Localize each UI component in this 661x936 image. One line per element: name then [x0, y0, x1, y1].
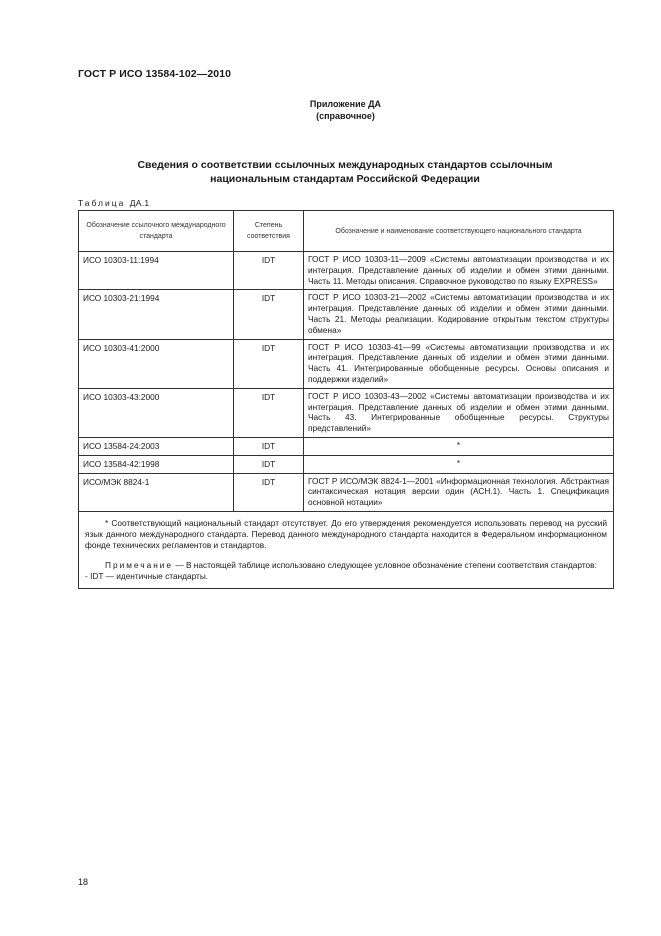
intl-standard-cell: ИСО 13584-42:1998 [79, 455, 234, 473]
table-row [79, 290, 614, 339]
table-row [79, 388, 614, 437]
column-header-intl: Обозначение ссылочного международного стандарта [79, 211, 234, 252]
table-row [79, 455, 614, 473]
document-title: Сведения о соответствии ссылочных международных стандартов ссылочным национальным стандартам Российской Федерации [137, 159, 553, 185]
intl-standard-cell: ИСО/МЭК 8824-1 [79, 473, 234, 511]
intl-standard-cell: ИСО 13584-24:2003 [79, 437, 234, 455]
degree-cell: IDT [234, 473, 304, 511]
degree-cell: IDT [234, 388, 304, 437]
table-row [79, 473, 614, 511]
note-text: — В настоящей таблице использовано следующее условное обозначение степени соответствия стандартов: [173, 560, 597, 571]
intl-standard-cell: ИСО 10303-21:1994 [79, 290, 234, 339]
table-row [79, 339, 614, 388]
national-standard-cell: * [304, 437, 614, 455]
table-footnote: * Соответствующий национальный стандарт отсутствует. До его утверждения рекомендуется использовать перевод на русский язык данного международного стандарта. Перевод данного международного стандарта находится в Федеральном информационном фонде технических регламентов и стандартов. [85, 517, 607, 550]
intl-standard-cell: ИСО 10303-43:2000 [79, 388, 234, 437]
table-note [85, 560, 607, 571]
page-number: 18 [78, 877, 89, 887]
table-caption-number: ДА.1 [129, 198, 150, 208]
degree-cell: IDT [234, 252, 304, 290]
national-standard-cell: ГОСТ Р ИСО 10303-21—2002 «Системы автоматизации производства и их интеграция. Представление данных об изделии и обмен этими данными. Часть 21. Методы реализации. Кодирование открытым текстом структуры обмена» [304, 290, 614, 339]
note-item: - IDT — идентичные стандарты. [85, 571, 209, 582]
national-standard-cell: ГОСТ Р ИСО 10303-11—2009 «Системы автоматизации производства и их интеграция. Представление данных об изделии и обмен этими данными. Часть 11. Методы описания. Справочное руководство по языку EXPRESS» [304, 252, 614, 290]
degree-cell: IDT [234, 455, 304, 473]
national-standard-cell: ГОСТ Р ИСО 10303-41—99 «Системы автоматизации производства и их интеграция. Представление данных об изделии и обмен этими данными. Часть 41. Интегрированные обобщенные ресурсы. Основы описания и поддержки изделий» [304, 339, 614, 388]
degree-cell: IDT [234, 437, 304, 455]
intl-standard-cell: ИСО 10303-11:1994 [79, 252, 234, 290]
appendix-title: Приложение ДА [309, 99, 382, 109]
column-header-national: Обозначение и наименование соответствующего национального стандарта [304, 211, 614, 252]
table-header-row [79, 211, 614, 252]
column-header-degree: Степень соответствия [234, 211, 304, 252]
appendix-subtitle: (справочное) [316, 110, 375, 121]
note-label: Примечание [105, 560, 174, 571]
national-standard-cell: * [304, 455, 614, 473]
intl-standard-cell: ИСО 10303-41:2000 [79, 339, 234, 388]
table-row [79, 437, 614, 455]
national-standard-cell: ГОСТ Р ИСО 10303-43—2002 «Системы автоматизации производства и их интеграция. Представление данных об изделии и обмен этими данными. Часть 43. Интегрированные обобщенные ресурсы. Структуры представлений» [304, 388, 614, 437]
degree-cell: IDT [234, 290, 304, 339]
table-notes-cell [79, 511, 614, 588]
degree-cell: IDT [234, 339, 304, 388]
correspondence-table [78, 210, 614, 589]
appendix-heading [0, 99, 661, 122]
table-notes-row [79, 511, 614, 588]
table-caption-word: Таблица [78, 198, 126, 208]
table-caption [78, 198, 149, 208]
document-header: ГОСТ Р ИСО 13584-102—2010 [78, 68, 232, 80]
table-row [79, 252, 614, 290]
national-standard-cell: ГОСТ Р ИСО/МЭК 8824-1—2001 «Информационная технология. Абстрактная синтаксическая нотация версии один (АСН.1). Часть 1. Спецификация основной нотации» [304, 473, 614, 511]
